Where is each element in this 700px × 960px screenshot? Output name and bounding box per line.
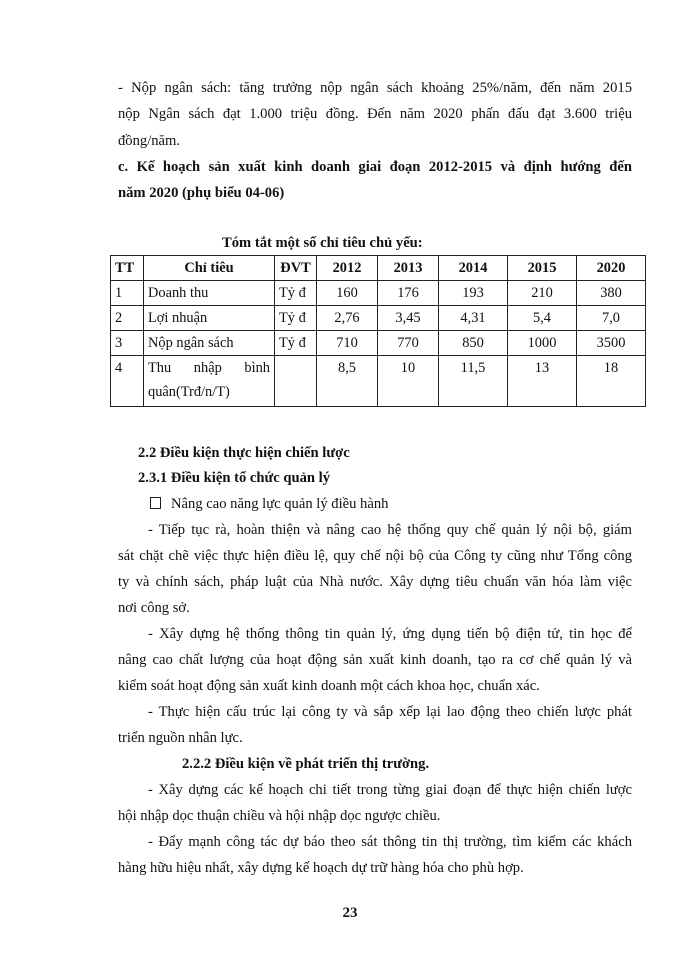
table-row	[111, 331, 646, 356]
cell-2012: 160	[317, 281, 378, 306]
header-2013: 2013	[378, 256, 439, 281]
p1-line-2: sát chặt chẽ việc thực hiện điều lệ, quy chế nội bộ của Công ty cũng như Tổng công	[118, 548, 632, 564]
cell-dvt	[275, 356, 317, 407]
table-caption: Tóm tắt một số chỉ tiêu chủ yếu:	[222, 235, 423, 251]
cell-2015: 13	[508, 356, 577, 407]
header-2014: 2014	[439, 256, 508, 281]
bullet-item	[150, 496, 388, 513]
cell-2013: 10	[378, 356, 439, 407]
cell-2014: 11,5	[439, 356, 508, 407]
table-row	[111, 306, 646, 331]
header-2012: 2012	[317, 256, 378, 281]
cell-dvt: Tỷ đ	[275, 281, 317, 306]
table-header-row	[111, 256, 646, 281]
p2-line-1: - Xây dựng hệ thống thông tin quản lý, ứng dụng tiến bộ điện tử, tin học để	[148, 626, 632, 642]
income-word-2: nhập	[193, 360, 222, 376]
table-row	[111, 356, 646, 407]
cell-tt: 4	[111, 356, 144, 407]
cell-2013: 176	[378, 281, 439, 306]
cell-chi-tieu	[144, 356, 275, 407]
header-2015: 2015	[508, 256, 577, 281]
plan-heading-line-2: năm 2020 (phụ biểu 04-06)	[118, 185, 285, 201]
p5-line-1: - Đẩy mạnh công tác dự báo theo sát thông tin thị trường, tìm kiếm các khách	[148, 834, 632, 850]
cell-2014: 850	[439, 331, 508, 356]
p5-line-2: hàng hữu hiệu nhất, xây dựng kế hoạch dự trữ hàng hóa cho phù hợp.	[118, 860, 524, 876]
bullet-text: Nâng cao năng lực quản lý điều hành	[171, 496, 389, 512]
header-tt: TT	[111, 256, 144, 281]
cell-2014: 193	[439, 281, 508, 306]
cell-2020: 18	[577, 356, 646, 407]
cell-2020: 380	[577, 281, 646, 306]
header-dvt: ĐVT	[275, 256, 317, 281]
section-2-2-2-heading: 2.2.2 Điều kiện về phát triển thị trường.	[182, 756, 430, 772]
cell-2012: 2,76	[317, 306, 378, 331]
section-2-2-heading: 2.2 Điều kiện thực hiện chiến lược	[138, 445, 350, 461]
cell-2013: 3,45	[378, 306, 439, 331]
cell-2012: 8,5	[317, 356, 378, 407]
income-label-line-2: quân(Trđ/n/T)	[148, 384, 230, 400]
checkbox-bullet-icon	[150, 497, 161, 509]
p1-line-3: ty và chính sách, pháp luật của Nhà nước. Xây dựng tiêu chuẩn văn hóa làm việc	[118, 574, 632, 590]
income-word-3: bình	[244, 360, 270, 376]
cell-dvt: Tỷ đ	[275, 306, 317, 331]
p2-line-3: kiểm soát hoạt động sản xuất kinh doanh một cách khoa học, chuẩn xác.	[118, 678, 540, 694]
page-number: 23	[342, 905, 358, 921]
budget-line-2: nộp Ngân sách đạt 1.000 triệu đồng. Đến năm 2020 phấn đấu đạt 3.600 triệu	[118, 106, 632, 122]
budget-line-1: - Nộp ngân sách: tăng trưởng nộp ngân sách khoảng 25%/năm, đến năm 2015	[118, 80, 632, 96]
budget-line-3: đồng/năm.	[118, 133, 181, 149]
income-label-line-1	[148, 356, 270, 380]
cell-tt: 2	[111, 306, 144, 331]
section-2-3-1-heading: 2.3.1 Điều kiện tổ chức quản lý	[138, 470, 331, 486]
p1-line-4: nơi công sở.	[118, 600, 190, 616]
cell-chi-tieu: Lợi nhuận	[144, 306, 275, 331]
cell-2015: 210	[508, 281, 577, 306]
cell-2015: 5,4	[508, 306, 577, 331]
cell-dvt: Tỷ đ	[275, 331, 317, 356]
plan-heading-line-1: c. Kế hoạch sản xuất kinh doanh giai đoạn 2012-2015 và định hướng đến	[118, 159, 632, 175]
p4-line-2: hội nhập dọc thuận chiều và hội nhập dọc ngược chiều.	[118, 808, 441, 824]
p2-line-2: nâng cao chất lượng của hoạt động sản xuất kinh doanh, tạo ra cơ chế quản lý và	[118, 652, 632, 668]
p4-line-1: - Xây dựng các kế hoạch chi tiết trong từng giai đoạn để thực hiện chiến lược	[148, 782, 632, 798]
cell-2020: 7,0	[577, 306, 646, 331]
cell-chi-tieu: Doanh thu	[144, 281, 275, 306]
table-row	[111, 281, 646, 306]
header-chi-tieu: Chỉ tiêu	[144, 256, 275, 281]
income-word-1: Thu	[148, 360, 172, 376]
p3-line-1: - Thực hiện cấu trúc lại công ty và sắp xếp lại lao động theo chiến lược phát	[148, 704, 632, 720]
cell-tt: 1	[111, 281, 144, 306]
cell-2012: 710	[317, 331, 378, 356]
cell-chi-tieu: Nộp ngân sách	[144, 331, 275, 356]
p3-line-2: triển nguồn nhân lực.	[118, 730, 243, 746]
cell-2014: 4,31	[439, 306, 508, 331]
p1-line-1: - Tiếp tục rà, hoàn thiện và nâng cao hệ thống quy chế quản lý nội bộ, giám	[148, 522, 632, 538]
indicators-table	[110, 255, 646, 407]
cell-tt: 3	[111, 331, 144, 356]
header-2020: 2020	[577, 256, 646, 281]
cell-2013: 770	[378, 331, 439, 356]
cell-2015: 1000	[508, 331, 577, 356]
cell-2020: 3500	[577, 331, 646, 356]
